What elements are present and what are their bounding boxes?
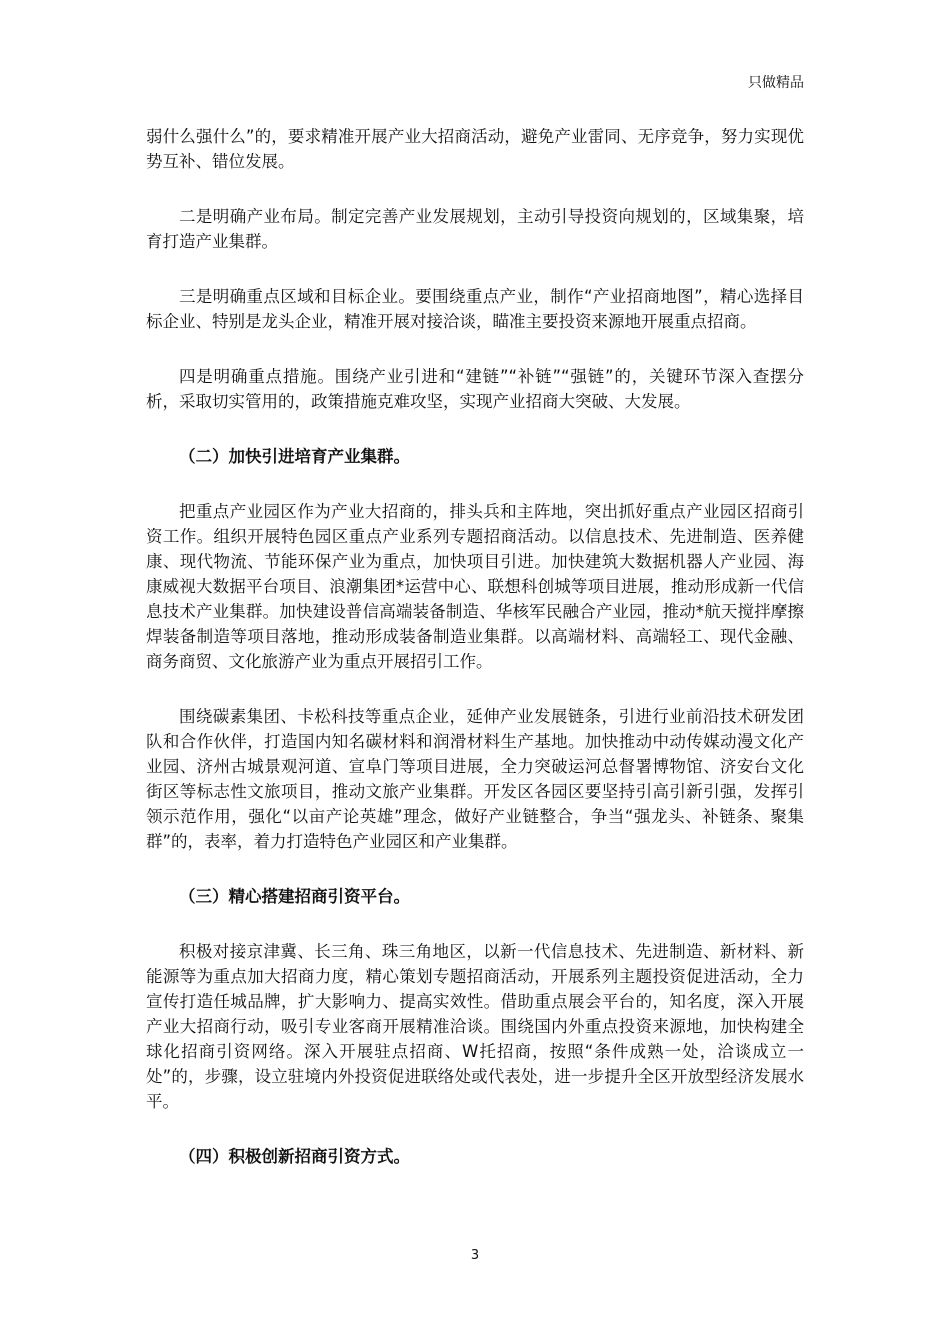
section-heading-3: （三）精心搭建招商引资平台。 <box>179 887 410 906</box>
paragraph-industrial-parks: 把重点产业园区作为产业大招商的，排头兵和主阵地，突出抓好重点产业园区招商引资工作。组织开展特色园区重点产业系列专题招商活动。以信息技术、先进制造、医养健康、现代物流、节能环保产业为重点，加快项目引进。加快建筑大数据机器人产业园、海康威视大数据平台项目、浪潮集团*运营中心、联想科创城等项目进展，推动形成新一代信息技术产业集群。加快建设普信高端装备制造、华核军民融合产业园，推动*航天搅拌摩擦焊装备制造等项目落地，推动形成装备制造业集群。以高端材料、高端轻工、现代金融、商务商贸、文化旅游产业为重点开展招引工作。 <box>146 502 804 671</box>
section-heading-2: （二）加快引进培育产业集群。 <box>179 447 410 466</box>
paragraph-target-enterprises: 三是明确重点区域和目标企业。要围绕重点产业，制作“产业招商地图”，精心选择目标企业、特别是龙头企业，精准开展对接洽谈，瞄准主要投资来源地开展重点招商。 <box>146 287 804 331</box>
paragraph-key-measures: 四是明确重点措施。围绕产业引进和“建链”“补链”“强链”的，关键环节深入查摆分析，采取切实管用的，政策措施克难攻坚，实现产业招商大突破、大发展。 <box>146 367 804 411</box>
section-heading-4: （四）积极创新招商引资方式。 <box>179 1147 410 1166</box>
paragraph-industry-layout: 二是明确产业布局。制定完善产业发展规划，主动引导投资向规划的，区域集聚，培育打造产业集群。 <box>146 207 804 251</box>
paragraph-key-enterprises: 围绕碳素集团、卡松科技等重点企业，延伸产业发展链条，引进行业前沿技术研发团队和合作伙伴，打造国内知名碳材料和润滑材料生产基地。加快推动中动传媒动漫文化产业园、济州古城景观河道、宣阜门等项目进展，全力突破运河总督署博物馆、济安台文化街区等标志性文旅项目，推动文旅产业集群。开发区各园区要坚持引高引新引强，发挥引领示范作用，强化“以亩产论英雄”理念，做好产业链整合，争当“强龙头、补链条、聚集群”的，表率，着力打造特色产业园区和产业集群。 <box>146 707 804 851</box>
document-body <box>146 124 804 1199</box>
page-number: 3 <box>470 1248 480 1263</box>
paragraph-continuation: 弱什么强什么”的，要求精准开展产业大招商活动，避免产业雷同、无序竞争，努力实现优势互补、错位发展。 <box>146 127 804 171</box>
paragraph-investment-platform: 积极对接京津冀、长三角、珠三角地区，以新一代信息技术、先进制造、新材料、新能源等为重点加大招商力度，精心策划专题招商活动，开展系列主题投资促进活动，全力宣传打造任城品牌，扩大影响力、提高实效性。借助重点展会平台的，知名度，深入开展产业大招商行动，吸引专业客商开展精准洽谈。围绕国内外重点投资来源地，加快构建全球化招商引资网络。深入开展驻点招商、W托招商，按照“条件成熟一处，洽谈成立一处”的，步骤，设立驻境内外投资促进联络处或代表处，进一步提升全区开放型经济发展水平。 <box>146 942 804 1111</box>
header-note: 只做精品 <box>748 75 804 91</box>
